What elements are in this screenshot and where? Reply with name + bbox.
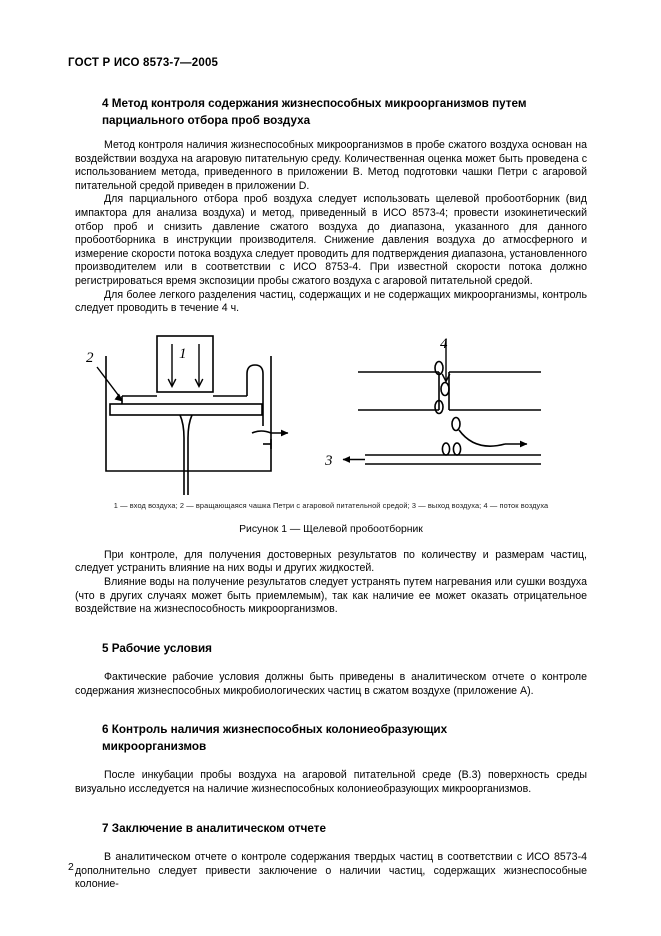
- heading-section-5-line1: 5 Рабочие условия: [102, 641, 212, 655]
- figure-1-legend: 1 — вход воздуха; 2 — вращающаяся чашка Петри с агаровой питательной средой; 3 — выход воздуха; 4 — поток воздуха: [113, 500, 549, 510]
- document-header: ГОСТ Р ИСО 8573-7—2005: [68, 57, 219, 69]
- heading-section-4-line2: парциального отбора проб воздуха: [102, 113, 311, 127]
- figure-1: [75, 334, 587, 535]
- slit-sampler-diagram: [75, 334, 587, 496]
- figure-callout-4: 4: [440, 335, 448, 352]
- paragraph-4-1: Метод контроля наличия жизнеспособных микроорганизмов в пробе сжатого воздуха основан на воздействии воздуха на агаровую питательную среду. Количественная оценка может быть проведена с использованием метода, приведенного в приложении В. Метод подготовки чашки Петри с агаровой питательной средой приведен в приложении D.: [75, 139, 587, 192]
- figure-callout-1: 1: [179, 345, 187, 362]
- page-number: 2: [68, 862, 74, 873]
- paragraph-after-figure-2: Влияние воды на получение результатов следует устранять путем нагревания или сушки воздуха (что в других случаях может быть приемлемым), так как наличие ее может оказать отрицательное воздействие на жизнеспособность микроорганизмов.: [75, 575, 587, 616]
- paragraph-4-2: Для парциального отбора проб воздуха следует использовать щелевой пробоотборник (вид импактора для анализа воздуха) и метод, приведенный в ИСО 8573-4; провести изокинетический отбор проб и снизить давление сжатого воздуха до диапазона, указанного для данного пробоотборника в инструкции производителя. Снижение давления воздуха до атмосферного и измерение скорости потока воздуха следует проводить для подтверждения диапазона, установленного производителем или в соответствии с ИСО 8753-4. При известной скорости потока должно регистрироваться время экспозиции пробы сжатого воздуха с агаровой питательной средой.: [75, 193, 587, 287]
- heading-section-7-line1: 7 Заключение в аналитическом отчете: [102, 821, 326, 835]
- paragraph-after-figure-1: При контроле, для получения достоверных результатов по количеству и размерам частиц, следует устранить влияние на них воды и других жидкостей.: [75, 548, 587, 575]
- heading-section-6-line1: 6 Контроль наличия жизнеспособных колониеобразующих: [102, 723, 448, 737]
- figure-1-drawing: [75, 334, 587, 496]
- paragraph-6-1: После инкубации пробы воздуха на агаровой питательной среде (В.3) поверхность среды визуально исследуется на наличие жизнеспособных колониеобразующих микроорганизмов.: [75, 769, 587, 795]
- figure-1-title: Рисунок 1 — Щелевой пробоотборник: [239, 523, 423, 535]
- figure-callout-2: 2: [86, 349, 94, 366]
- figure-callout-3: 3: [325, 452, 333, 469]
- paragraph-7-1: В аналитическом отчете о контроле содержания твердых частиц в соответствии с ИСО 8573-4 дополнительно следует привести заключение о наличии частиц, содержащих жизнеспособные колоние-: [75, 851, 587, 891]
- heading-section-6-line2: микроорганизмов: [102, 739, 207, 753]
- paragraph-5-1: Фактические рабочие условия должны быть приведены в аналитическом отчете о контроле содержания жизнеспособных микробиологических частиц в сжатом воздухе (приложение А).: [75, 671, 587, 697]
- paragraph-4-3: Для более легкого разделения частиц, содержащих и не содержащих микроорганизмы, контроль следует проводить в течение 4 ч.: [75, 288, 587, 315]
- heading-section-6: [75, 722, 587, 755]
- heading-section-4: [75, 96, 587, 129]
- heading-section-7: [75, 821, 587, 838]
- heading-section-4-line1: 4 Метод контроля содержания жизнеспособных микроорганизмов путем: [102, 97, 527, 110]
- heading-section-5: [75, 641, 587, 658]
- document-body: [75, 96, 587, 892]
